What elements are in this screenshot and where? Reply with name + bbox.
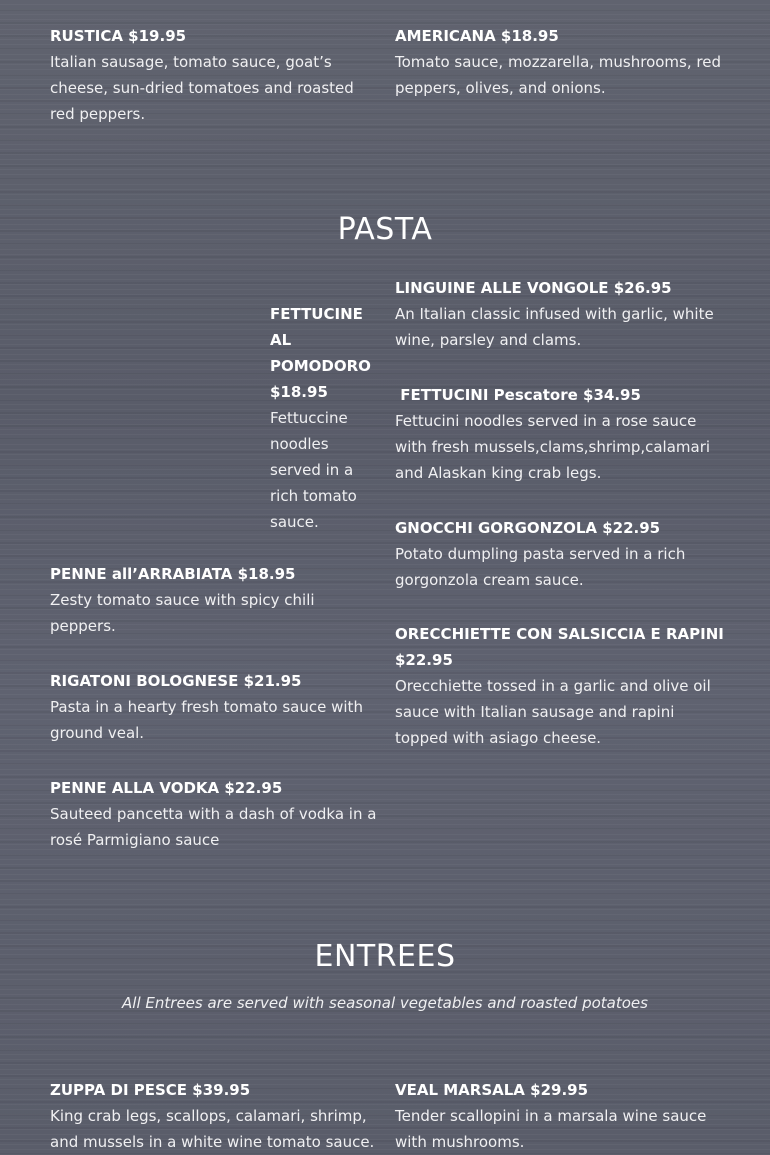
item-description: An Italian classic infused with garlic, white wine, parsley and clams. [395,305,714,349]
menu-item-americana [395,23,725,101]
menu-item-zuppa-di-pesce [50,1077,380,1155]
item-name: FETTUCINI Pescatore $34.95 [395,386,641,404]
menu-item-gnocchi-gorgonzola [395,515,725,593]
item-name: RUSTICA $19.95 [50,27,187,45]
menu-item-penne-arrabiata [50,561,380,639]
menu-item-linguine-alle-vongole [395,275,725,353]
item-name: PENNE ALLA VODKA $22.95 [50,779,283,797]
item-description: Fettuccine noodles served in a rich tomato sauce. [270,409,357,531]
item-description: Orecchiette tossed in a garlic and olive oil sauce with Italian sausage and rapini topped with asiago cheese. [395,677,711,747]
item-name: ORECCHIETTE CON SALSICCIA E RAPINI $22.95 [395,625,724,669]
item-name: ZUPPA DI PESCE $39.95 [50,1081,251,1099]
menu-item-fettucine-al-pomodoro [270,301,370,535]
menu-item-penne-alla-vodka [50,775,380,853]
entrees-note: All Entrees are served with seasonal vegetables and roasted potatoes [122,994,648,1012]
item-name: PENNE all’ARRABIATA $18.95 [50,565,296,583]
item-name: GNOCCHI GORGONZOLA $22.95 [395,519,661,537]
menu-item-rustica [50,23,380,127]
item-description: Italian sausage, tomato sauce, goat’s cheese, sun-dried tomatoes and roasted red peppers. [50,53,354,123]
item-name: RIGATONI BOLOGNESE $21.95 [50,672,302,690]
item-description: King crab legs, scallops, calamari, shrimp, and mussels in a white wine tomato sauce. [50,1107,375,1151]
section-heading-entrees: ENTREES [314,939,456,974]
section-heading-pasta: PASTA [337,212,433,247]
item-description: Tomato sauce, mozzarella, mushrooms, red peppers, olives, and onions. [395,53,721,97]
menu-item-rigatoni-bolognese [50,668,380,746]
item-description: Fettucini noodles served in a rose sauce with fresh mussels,clams,shrimp,calamari and Alaskan king crab legs. [395,412,711,482]
menu-item-orecchiette [395,621,725,751]
item-description: Zesty tomato sauce with spicy chili peppers. [50,591,315,635]
item-description: Potato dumpling pasta served in a rich gorgonzola cream sauce. [395,545,686,589]
menu-item-veal-marsala [395,1077,725,1155]
menu-item-fettucini-pescatore [395,382,725,486]
item-name: VEAL MARSALA $29.95 [395,1081,589,1099]
item-description: Sauteed pancetta with a dash of vodka in a rosé Parmigiano sauce [50,805,377,849]
item-name: FETTUCINE AL POMODORO $18.95 [270,305,371,401]
item-name: AMERICANA $18.95 [395,27,559,45]
item-description: Pasta in a hearty fresh tomato sauce with ground veal. [50,698,363,742]
item-description: Tender scallopini in a marsala wine sauce with mushrooms. [395,1107,707,1151]
item-name: LINGUINE ALLE VONGOLE $26.95 [395,279,672,297]
